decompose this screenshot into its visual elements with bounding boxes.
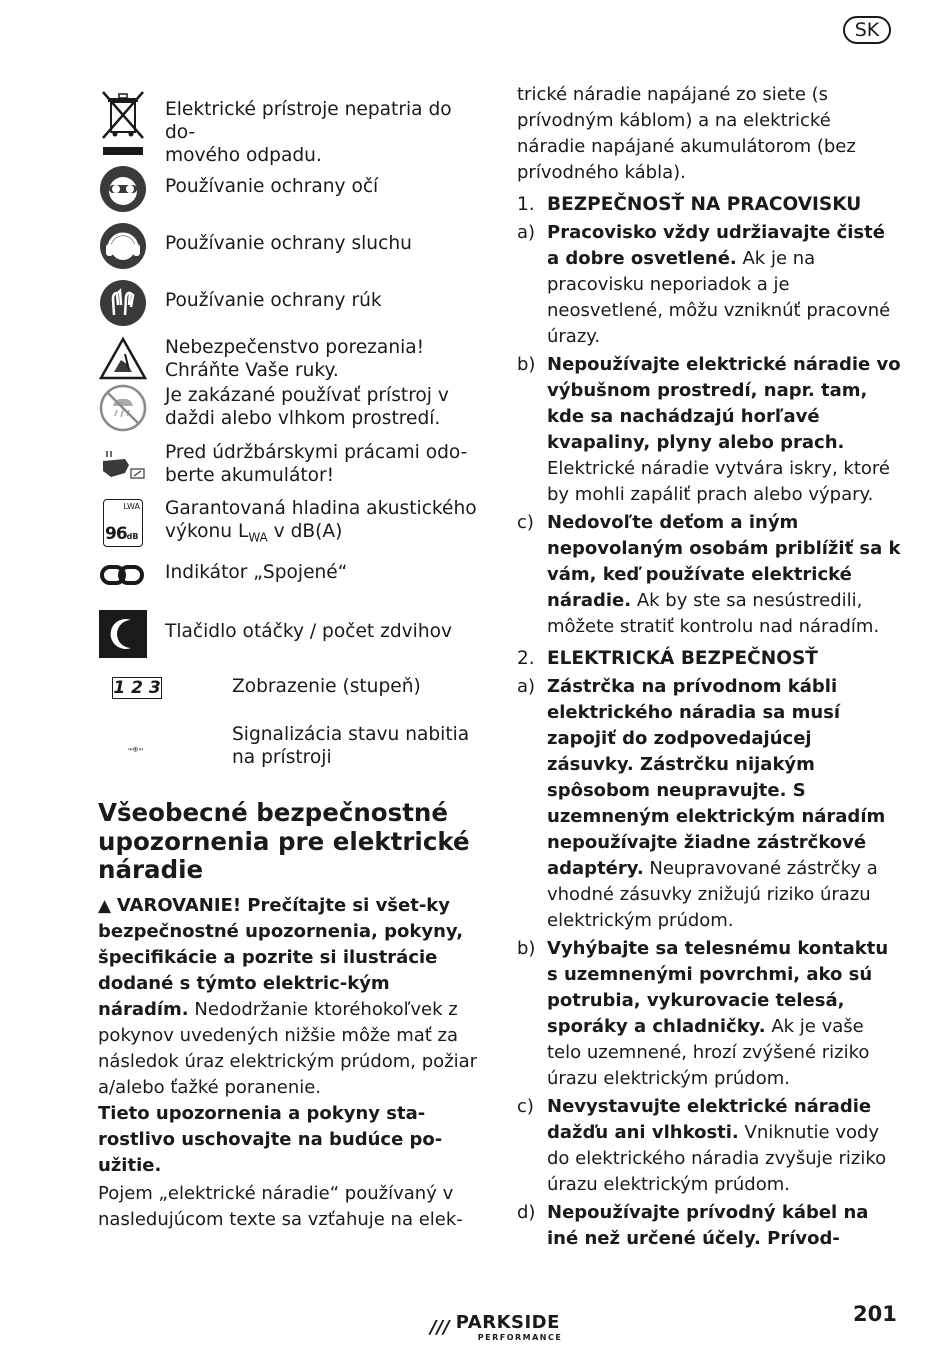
symbol-row-noise xyxy=(98,499,478,561)
symbol-text: Pred údržbárskymi prácami odo- berte akumulátor! xyxy=(165,442,468,486)
symbol-text: Používanie ochrany očí xyxy=(165,176,379,197)
section-1-title: 1. BEZPEČNOSŤ NA PRACOVISKU xyxy=(517,194,862,215)
symbol-text: Používanie ochrany rúk xyxy=(165,290,382,311)
brand-sub: PERFORMANCE xyxy=(477,1333,563,1342)
keep-notice: Tieto upozornenia a pokyny sta-rostlivo uschovajte na budúce po-užitie. xyxy=(98,1102,443,1176)
list-item: a) Pracovisko vždy udržiavajte čisté a dobre osvetlené. Ak je na pracovisku neporiadok a je neosvetlené, môžu vzniknúť pracovné úrazy. xyxy=(517,222,891,347)
left-column xyxy=(98,90,478,1233)
symbol-text: Je zakázané používať prístroj v daždi alebo vlhkom prostredí. xyxy=(165,385,449,429)
symbol-row-linked xyxy=(98,561,478,610)
symbol-row-bin xyxy=(98,90,478,165)
term-paragraph: Pojem „elektrické náradie“ používaný v nasledujúcom texte sa vzťahuje na elek- xyxy=(98,1182,463,1230)
list-item: c) Nedovoľte deťom a iným nepovolaným osobám priblížiť sa k vám, keď používate elektrické náradie. Ak by ste sa nesústredili, môžete stratiť kontrolu nad náradím. xyxy=(517,512,901,637)
symbol-text: Zobrazenie (stupeň) xyxy=(232,676,421,697)
symbol-row-cut xyxy=(98,336,478,382)
linked-icon xyxy=(99,561,147,591)
remove-battery-icon xyxy=(99,443,147,483)
symbol-row-hands xyxy=(98,279,478,336)
hand-protection-icon xyxy=(99,279,147,327)
no-rain-icon xyxy=(99,384,147,432)
symbol-text: Garantovaná hladina akustického výkonu $L_{WA}$ v dB(A) xyxy=(165,498,477,545)
warning-triangle-icon: ▲ xyxy=(98,895,112,916)
brand-name: PARKSIDE xyxy=(455,1312,560,1333)
noise-value: 96dB xyxy=(105,524,139,544)
brand-logo xyxy=(430,1312,580,1350)
brand-stripes-icon: /// xyxy=(430,1316,450,1338)
cut-hazard-icon xyxy=(99,336,147,380)
symbol-row-battery-status xyxy=(98,723,478,779)
list-item: b) Nepoužívajte elektrické náradie vo výbušnom prostredí, napr. tam, kde sa nachádzajú horľavé kvapaliny, plyny alebo prach. Elektrické náradie vytvára iskry, ktoré by mohli zapáliť prach alebo výpary. xyxy=(517,354,901,505)
symbol-text: Používanie ochrany sluchu xyxy=(165,233,412,254)
display-123-icon: 1 2 3 xyxy=(113,678,161,698)
right-column xyxy=(517,82,902,1252)
section-heading: Všeobecné bezpečnostné upozornenia pre elektrické náradie xyxy=(98,798,470,884)
ear-protection-icon xyxy=(99,222,147,270)
page-number: 201 xyxy=(853,1302,897,1326)
eye-protection-icon xyxy=(99,165,147,213)
language-badge: SK xyxy=(843,16,891,44)
symbol-text: Nebezpečenstvo porezania! Chráňte Vaše ruky. xyxy=(165,337,425,381)
symbol-row-ear xyxy=(98,222,478,279)
symbol-text: Signalizácia stavu nabitia na prístroji xyxy=(232,724,470,768)
symbol-row-battery-remove xyxy=(98,443,478,499)
symbol-text: Elektrické prístroje nepatria do do- mového odpadu. xyxy=(165,99,452,166)
noise-label: LWA xyxy=(123,502,140,511)
noise-level-icon xyxy=(103,499,143,547)
warning-paragraph: ▲ VAROVANIE! Prečítajte si všet-ky bezpečnostné upozornenia, pokyny, špecifikácie a pozrite si ilustrácie dodané s týmto elektric-kým náradím. Nedodržanie ktoréhokoľvek z pokynov uvedených nižšie môže mať za následok úraz elektrickým prúdom, požiar a/alebo ťažké poranenie. xyxy=(98,894,478,1098)
battery-status-icon xyxy=(128,739,148,759)
crossed-bin-icon xyxy=(99,90,147,156)
speed-button-icon xyxy=(99,610,147,658)
symbol-row-speed xyxy=(98,610,478,675)
symbol-row-eye xyxy=(98,165,478,222)
list-item: b) Vyhýbajte sa telesnému kontaktu s uzemnenými povrchmi, ako sú potrubia, vykurovacie telesá, sporáky a chladničky. Ak je vaše telo uzemnené, hrozí zvýšené riziko úrazu elektrickým prúdom. xyxy=(517,938,889,1089)
intro-continuation: trické náradie napájané zo siete (s prívodným káblom) a na elektrické náradie napájané akumulátorom (bez prívodného kábla). xyxy=(517,84,856,183)
symbol-row-display xyxy=(98,675,478,723)
list-item: c) Nevystavujte elektrické náradie dažďu ani vlhkosti. Vniknutie vody do elektrického náradia zvyšuje riziko úrazu elektrickým prúdom. xyxy=(517,1096,887,1195)
list-item: a) Zástrčka na prívodnom kábli elektrického náradia sa musí zapojiť do zodpovedajúcej zásuvky. Zástrčku nijakým spôsobom neupravujte. S uzemneným elektrickým náradím nepoužívajte žiadne zástrčkové adaptéry. Neupravované zástrčky a vhodné zásuvky znižujú riziko úrazu elektrickým prúdom. xyxy=(517,676,886,931)
symbol-row-rain xyxy=(98,384,478,443)
symbol-text: Indikátor „Spojené“ xyxy=(165,562,348,583)
section-2-title: 2. ELEKTRICKÁ BEZPEČNOSŤ xyxy=(517,648,818,669)
list-item: d) Nepoužívajte prívodný kábel na iné než určené účely. Prívod- xyxy=(517,1202,869,1249)
symbol-text: Tlačidlo otáčky / počet zdvihov xyxy=(165,621,452,642)
